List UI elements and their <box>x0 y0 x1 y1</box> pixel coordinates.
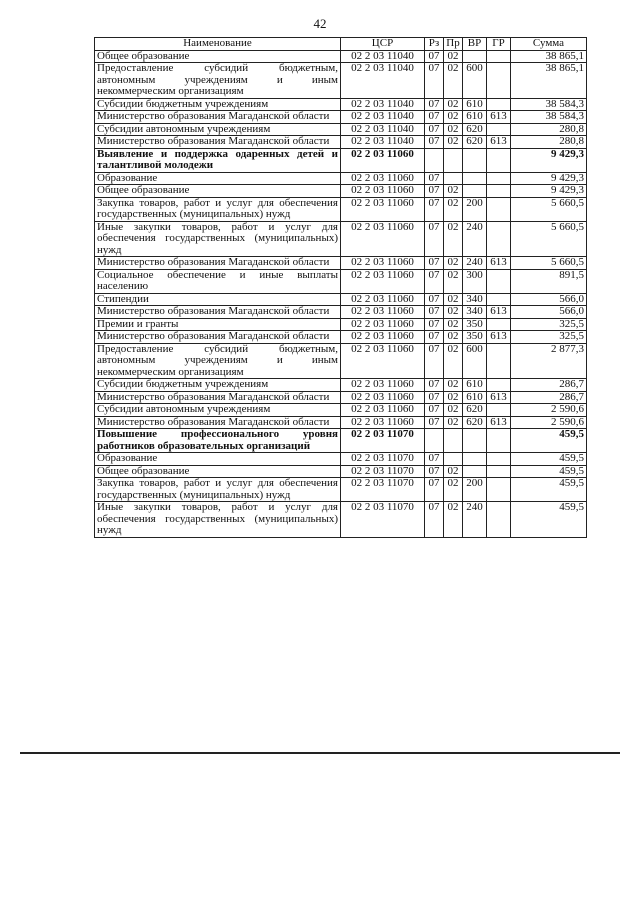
cell-pr: 02 <box>444 391 463 404</box>
table-row <box>95 318 587 331</box>
cell-gr <box>487 429 511 453</box>
cell-gr <box>487 123 511 136</box>
cell-vr: 340 <box>463 306 487 319</box>
cell-gr <box>487 221 511 257</box>
cell-sum: 566,0 <box>511 293 587 306</box>
cell-vr: 620 <box>463 416 487 429</box>
cell-rz: 07 <box>425 63 444 99</box>
cell-name: Общее образование <box>95 50 341 63</box>
cell-csr: 02 2 03 11060 <box>341 197 425 221</box>
cell-pr <box>444 453 463 466</box>
cell-rz: 07 <box>425 172 444 185</box>
cell-gr <box>487 502 511 538</box>
cell-csr: 02 2 03 11040 <box>341 63 425 99</box>
cell-name: Министерство образования Магаданской области <box>95 257 341 270</box>
cell-sum: 459,5 <box>511 453 587 466</box>
cell-sum: 459,5 <box>511 502 587 538</box>
cell-rz: 07 <box>425 197 444 221</box>
cell-rz: 07 <box>425 465 444 478</box>
cell-sum: 459,5 <box>511 429 587 453</box>
cell-pr: 02 <box>444 197 463 221</box>
cell-pr <box>444 172 463 185</box>
cell-name: Министерство образования Магаданской области <box>95 331 341 344</box>
cell-gr: 613 <box>487 257 511 270</box>
cell-csr: 02 2 03 11060 <box>341 148 425 172</box>
cell-rz: 07 <box>425 478 444 502</box>
cell-pr <box>444 429 463 453</box>
cell-gr <box>487 478 511 502</box>
cell-pr: 02 <box>444 98 463 111</box>
cell-gr <box>487 453 511 466</box>
cell-vr <box>463 453 487 466</box>
cell-pr: 02 <box>444 318 463 331</box>
budget-table <box>94 37 587 538</box>
table-row <box>95 185 587 198</box>
table-row <box>95 429 587 453</box>
cell-csr: 02 2 03 11070 <box>341 453 425 466</box>
cell-csr: 02 2 03 11060 <box>341 185 425 198</box>
cell-csr: 02 2 03 11060 <box>341 293 425 306</box>
cell-gr: 613 <box>487 416 511 429</box>
cell-gr <box>487 63 511 99</box>
table-row <box>95 50 587 63</box>
cell-sum: 325,5 <box>511 318 587 331</box>
cell-gr <box>487 148 511 172</box>
cell-name: Закупка товаров, работ и услуг для обеспечения государственных (муниципальных) нужд <box>95 197 341 221</box>
cell-vr: 200 <box>463 478 487 502</box>
cell-gr: 613 <box>487 111 511 124</box>
cell-gr: 613 <box>487 306 511 319</box>
cell-pr: 02 <box>444 416 463 429</box>
cell-name: Закупка товаров, работ и услуг для обеспечения государственных (муниципальных) нужд <box>95 478 341 502</box>
cell-csr: 02 2 03 11060 <box>341 318 425 331</box>
cell-rz: 07 <box>425 136 444 149</box>
cell-vr: 240 <box>463 221 487 257</box>
cell-gr <box>487 293 511 306</box>
cell-sum: 5 660,5 <box>511 257 587 270</box>
cell-rz: 07 <box>425 453 444 466</box>
cell-name: Министерство образования Магаданской области <box>95 416 341 429</box>
cell-vr: 240 <box>463 502 487 538</box>
cell-name: Предоставление субсидий бюджетным, автономным учреждениям и иным некоммерческим организациям <box>95 63 341 99</box>
cell-sum: 9 429,3 <box>511 148 587 172</box>
cell-sum: 2 590,6 <box>511 404 587 417</box>
cell-rz: 07 <box>425 379 444 392</box>
cell-gr <box>487 465 511 478</box>
table-row <box>95 221 587 257</box>
cell-vr: 350 <box>463 318 487 331</box>
cell-pr: 02 <box>444 136 463 149</box>
table-body <box>95 50 587 537</box>
cell-pr: 02 <box>444 185 463 198</box>
cell-sum: 459,5 <box>511 478 587 502</box>
cell-pr: 02 <box>444 379 463 392</box>
table-row <box>95 416 587 429</box>
table-row <box>95 293 587 306</box>
cell-pr: 02 <box>444 293 463 306</box>
cell-pr: 02 <box>444 478 463 502</box>
cell-vr: 610 <box>463 98 487 111</box>
cell-csr: 02 2 03 11060 <box>341 257 425 270</box>
cell-csr: 02 2 03 11060 <box>341 343 425 379</box>
cell-sum: 5 660,5 <box>511 221 587 257</box>
cell-pr: 02 <box>444 502 463 538</box>
table-row <box>95 123 587 136</box>
cell-gr <box>487 98 511 111</box>
cell-sum: 38 584,3 <box>511 98 587 111</box>
cell-vr: 610 <box>463 379 487 392</box>
cell-csr: 02 2 03 11070 <box>341 465 425 478</box>
cell-csr: 02 2 03 11040 <box>341 98 425 111</box>
cell-gr: 613 <box>487 391 511 404</box>
cell-vr <box>463 185 487 198</box>
table-row <box>95 172 587 185</box>
cell-name: Министерство образования Магаданской области <box>95 306 341 319</box>
cell-name: Общее образование <box>95 465 341 478</box>
table-row <box>95 306 587 319</box>
cell-sum: 286,7 <box>511 379 587 392</box>
cell-name: Выявление и поддержка одаренных детей и талантливой молодежи <box>95 148 341 172</box>
table-row <box>95 111 587 124</box>
table-row <box>95 379 587 392</box>
cell-pr: 02 <box>444 221 463 257</box>
cell-name: Субсидии автономным учреждениям <box>95 123 341 136</box>
cell-name: Премии и гранты <box>95 318 341 331</box>
cell-rz: 07 <box>425 404 444 417</box>
table-row <box>95 502 587 538</box>
cell-pr: 02 <box>444 257 463 270</box>
table-row <box>95 404 587 417</box>
cell-rz: 07 <box>425 331 444 344</box>
cell-vr: 610 <box>463 391 487 404</box>
cell-rz: 07 <box>425 391 444 404</box>
cell-name: Общее образование <box>95 185 341 198</box>
cell-csr: 02 2 03 11040 <box>341 136 425 149</box>
table-row <box>95 343 587 379</box>
table-row <box>95 331 587 344</box>
cell-rz: 07 <box>425 50 444 63</box>
cell-sum: 459,5 <box>511 465 587 478</box>
cell-vr <box>463 429 487 453</box>
cell-gr <box>487 185 511 198</box>
cell-pr: 02 <box>444 50 463 63</box>
cell-vr: 610 <box>463 111 487 124</box>
cell-csr: 02 2 03 11060 <box>341 379 425 392</box>
cell-vr: 240 <box>463 257 487 270</box>
cell-gr <box>487 379 511 392</box>
cell-csr: 02 2 03 11040 <box>341 50 425 63</box>
cell-pr <box>444 148 463 172</box>
table-row <box>95 453 587 466</box>
page-number: 42 <box>313 16 327 31</box>
table-row <box>95 98 587 111</box>
cell-rz: 07 <box>425 343 444 379</box>
cell-csr: 02 2 03 11060 <box>341 404 425 417</box>
cell-name: Предоставление субсидий бюджетным, автономным учреждениям и иным некоммерческим организациям <box>95 343 341 379</box>
cell-gr: 613 <box>487 331 511 344</box>
cell-name: Образование <box>95 172 341 185</box>
cell-sum: 5 660,5 <box>511 197 587 221</box>
cell-gr <box>487 343 511 379</box>
cell-rz: 07 <box>425 502 444 538</box>
table-row <box>95 465 587 478</box>
table-row <box>95 197 587 221</box>
cell-pr: 02 <box>444 343 463 379</box>
header-sum: Сумма <box>511 38 587 51</box>
cell-rz: 07 <box>425 98 444 111</box>
cell-name: Министерство образования Магаданской области <box>95 111 341 124</box>
cell-rz: 07 <box>425 306 444 319</box>
cell-csr: 02 2 03 11060 <box>341 269 425 293</box>
cell-name: Повышение профессионального уровня работников образовательных организаций <box>95 429 341 453</box>
cell-gr <box>487 197 511 221</box>
cell-gr: 613 <box>487 136 511 149</box>
cell-pr: 02 <box>444 63 463 99</box>
cell-vr: 200 <box>463 197 487 221</box>
cell-name: Иные закупки товаров, работ и услуг для обеспечения государственных (муниципальных) нужд <box>95 502 341 538</box>
cell-sum: 9 429,3 <box>511 185 587 198</box>
cell-vr: 620 <box>463 404 487 417</box>
cell-sum: 2 877,3 <box>511 343 587 379</box>
cell-name: Социальное обеспечение и иные выплаты населению <box>95 269 341 293</box>
cell-name: Образование <box>95 453 341 466</box>
cell-rz <box>425 148 444 172</box>
table-row <box>95 257 587 270</box>
cell-sum: 38 584,3 <box>511 111 587 124</box>
cell-name: Иные закупки товаров, работ и услуг для обеспечения государственных (муниципальных) нужд <box>95 221 341 257</box>
cell-rz: 07 <box>425 269 444 293</box>
cell-name: Субсидии автономным учреждениям <box>95 404 341 417</box>
cell-pr: 02 <box>444 465 463 478</box>
cell-rz: 07 <box>425 185 444 198</box>
cell-sum: 280,8 <box>511 123 587 136</box>
cell-rz: 07 <box>425 123 444 136</box>
cell-vr <box>463 465 487 478</box>
cell-pr: 02 <box>444 331 463 344</box>
cell-name: Субсидии бюджетным учреждениям <box>95 98 341 111</box>
table-row <box>95 391 587 404</box>
cell-sum: 280,8 <box>511 136 587 149</box>
cell-vr: 600 <box>463 343 487 379</box>
cell-csr: 02 2 03 11060 <box>341 391 425 404</box>
cell-gr <box>487 269 511 293</box>
cell-vr: 600 <box>463 63 487 99</box>
cell-pr: 02 <box>444 123 463 136</box>
cell-gr <box>487 50 511 63</box>
cell-vr: 300 <box>463 269 487 293</box>
cell-rz: 07 <box>425 221 444 257</box>
cell-pr: 02 <box>444 404 463 417</box>
cell-sum: 566,0 <box>511 306 587 319</box>
cell-pr: 02 <box>444 111 463 124</box>
cell-pr: 02 <box>444 269 463 293</box>
cell-vr: 340 <box>463 293 487 306</box>
cell-sum: 891,5 <box>511 269 587 293</box>
cell-rz: 07 <box>425 293 444 306</box>
cell-vr <box>463 50 487 63</box>
cell-csr: 02 2 03 11060 <box>341 221 425 257</box>
header-name: Наименование <box>95 38 341 51</box>
cell-csr: 02 2 03 11070 <box>341 478 425 502</box>
header-csr: ЦСР <box>341 38 425 51</box>
header-vr: ВР <box>463 38 487 51</box>
cell-vr <box>463 148 487 172</box>
cell-csr: 02 2 03 11040 <box>341 123 425 136</box>
cell-rz: 07 <box>425 111 444 124</box>
cell-vr <box>463 172 487 185</box>
cell-rz: 07 <box>425 318 444 331</box>
cell-name: Стипендии <box>95 293 341 306</box>
cell-gr <box>487 404 511 417</box>
cell-sum: 38 865,1 <box>511 63 587 99</box>
cell-csr: 02 2 03 11060 <box>341 306 425 319</box>
cell-sum: 286,7 <box>511 391 587 404</box>
cell-rz: 07 <box>425 416 444 429</box>
cell-csr: 02 2 03 11070 <box>341 502 425 538</box>
table-row <box>95 269 587 293</box>
cell-sum: 325,5 <box>511 331 587 344</box>
cell-pr: 02 <box>444 306 463 319</box>
cell-sum: 38 865,1 <box>511 50 587 63</box>
cell-csr: 02 2 03 11060 <box>341 416 425 429</box>
footer-divider <box>20 752 620 754</box>
cell-name: Министерство образования Магаданской области <box>95 136 341 149</box>
table-header-row <box>95 38 587 51</box>
table-row <box>95 63 587 99</box>
cell-name: Субсидии бюджетным учреждениям <box>95 379 341 392</box>
cell-name: Министерство образования Магаданской области <box>95 391 341 404</box>
cell-vr: 620 <box>463 123 487 136</box>
cell-rz <box>425 429 444 453</box>
cell-csr: 02 2 03 11060 <box>341 172 425 185</box>
cell-sum: 2 590,6 <box>511 416 587 429</box>
cell-gr <box>487 318 511 331</box>
cell-csr: 02 2 03 11060 <box>341 331 425 344</box>
table-row <box>95 136 587 149</box>
header-gr: ГР <box>487 38 511 51</box>
cell-csr: 02 2 03 11070 <box>341 429 425 453</box>
cell-rz: 07 <box>425 257 444 270</box>
cell-sum: 9 429,3 <box>511 172 587 185</box>
header-rz: Рз <box>425 38 444 51</box>
cell-csr: 02 2 03 11040 <box>341 111 425 124</box>
cell-vr: 620 <box>463 136 487 149</box>
table-row <box>95 148 587 172</box>
table-row <box>95 478 587 502</box>
header-pr: Пр <box>444 38 463 51</box>
cell-vr: 350 <box>463 331 487 344</box>
cell-gr <box>487 172 511 185</box>
